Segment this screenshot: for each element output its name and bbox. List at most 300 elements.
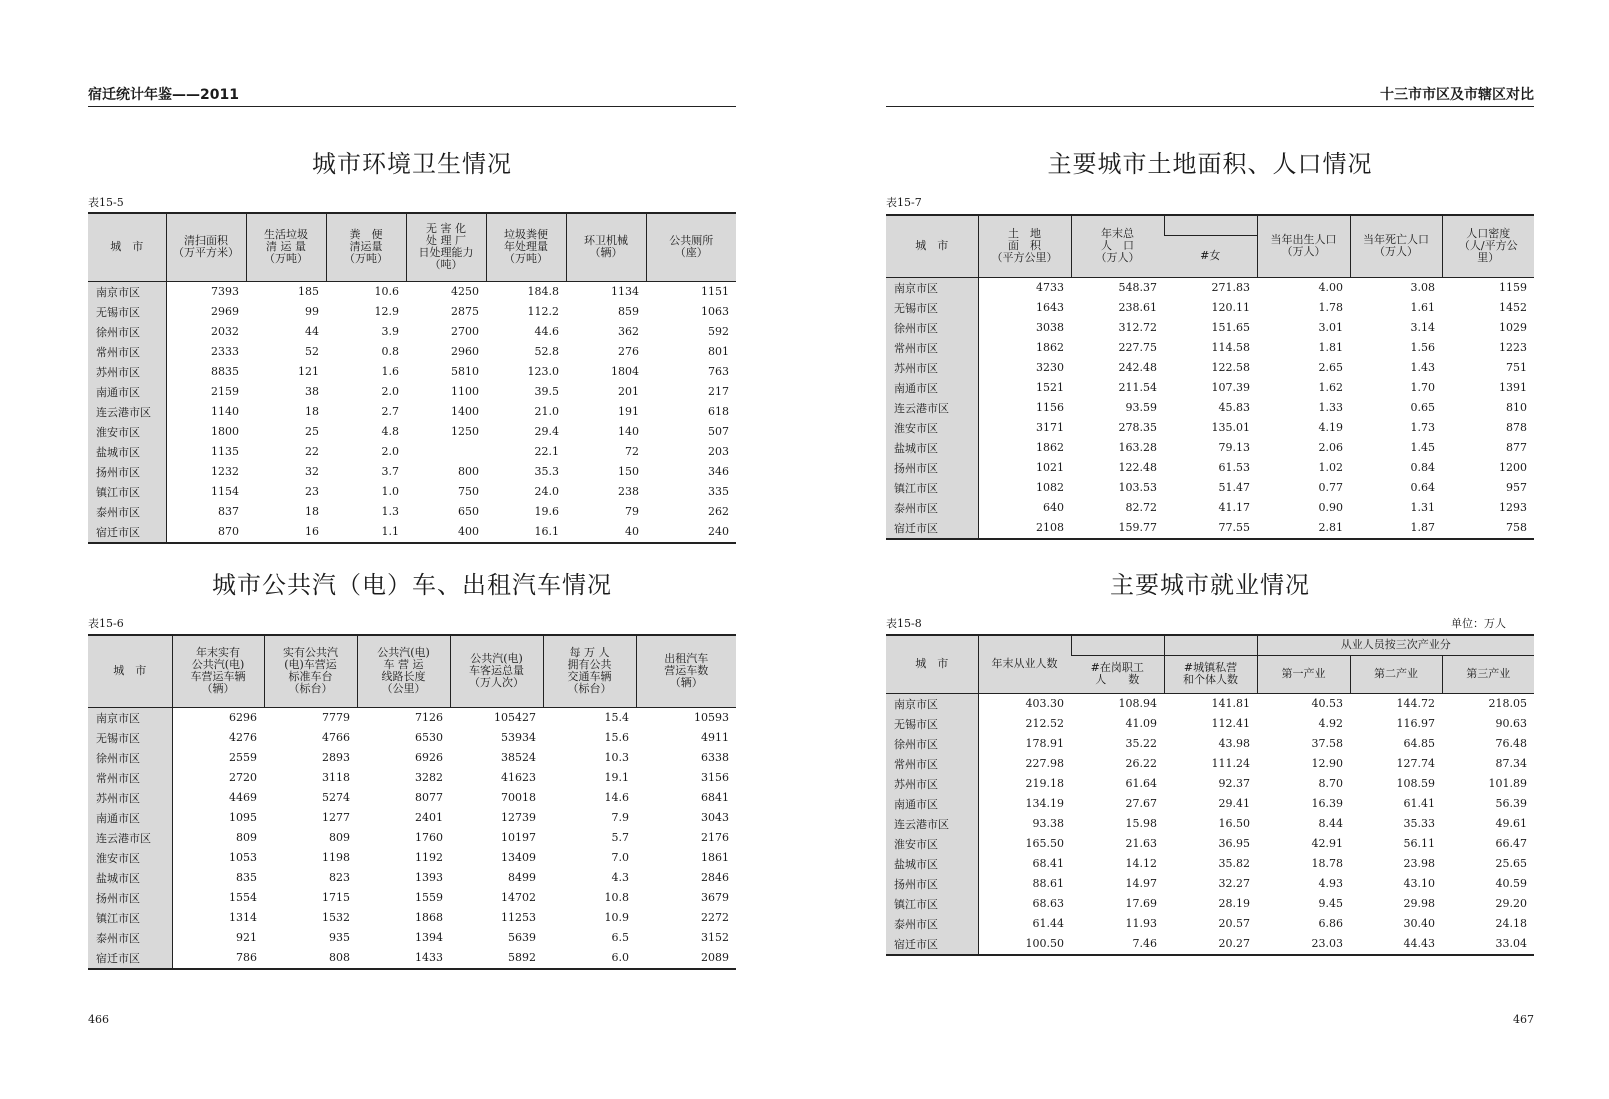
value-cell: 0.64 (1410, 481, 1435, 494)
value-cell: 12.9 (374, 305, 399, 318)
value-cell: 1156 (1036, 401, 1064, 414)
table-row (886, 854, 1534, 874)
value-cell: 11.93 (1125, 917, 1157, 930)
value-cell: 1140 (211, 405, 239, 418)
running-head-left (88, 86, 736, 107)
public-transit-table (88, 634, 736, 970)
table-row (886, 298, 1534, 318)
value-cell: 17.69 (1125, 897, 1157, 910)
value-cell: 191 (618, 405, 639, 418)
value-cell: 5892 (508, 951, 536, 964)
value-cell: 103.53 (1118, 481, 1157, 494)
value-cell: 32 (305, 465, 319, 478)
value-cell: 15.6 (604, 731, 629, 744)
value-cell: 1394 (415, 931, 443, 944)
value-cell: 116.97 (1396, 717, 1435, 730)
value-cell: 6841 (701, 791, 729, 804)
value-cell: 72 (625, 445, 639, 458)
value-cell: 93.38 (1032, 817, 1064, 830)
value-cell: 4.3 (611, 871, 629, 884)
value-cell: 800 (458, 465, 479, 478)
value-cell: 1862 (1036, 441, 1064, 454)
value-cell: 1.78 (1318, 301, 1343, 314)
value-cell: 403.30 (1025, 697, 1064, 710)
city-name-cell: 苏州市区 (88, 788, 172, 808)
header-tertiary-industry: 第三产业 (1442, 655, 1534, 693)
value-cell: 61.41 (1403, 797, 1435, 810)
value-cell: 6926 (415, 751, 443, 764)
table-row (886, 734, 1534, 754)
value-cell: 23 (305, 485, 319, 498)
table-label-15-6: 表15-6 (88, 617, 124, 630)
value-cell: 650 (458, 505, 479, 518)
value-cell: 1.3 (381, 505, 399, 518)
value-cell: 61.64 (1125, 777, 1157, 790)
value-cell: 1095 (229, 811, 257, 824)
city-name-cell: 连云港市区 (886, 814, 978, 834)
value-cell: 140 (618, 425, 639, 438)
value-cell: 3171 (1036, 421, 1064, 434)
value-cell: 19.6 (534, 505, 559, 518)
value-cell: 108.94 (1118, 697, 1157, 710)
column-header: 公共汽(电) 车客运总量 （万人次） (450, 635, 543, 707)
value-cell: 43.98 (1218, 737, 1250, 750)
value-cell: 4276 (229, 731, 257, 744)
value-cell: 2700 (451, 325, 479, 338)
value-cell: 823 (329, 871, 350, 884)
city-name-cell: 常州市区 (88, 768, 172, 788)
table-row (88, 928, 736, 948)
value-cell: 1800 (211, 425, 239, 438)
value-cell: 29.4 (534, 425, 559, 438)
table-row (886, 458, 1534, 478)
value-cell: 28.19 (1218, 897, 1250, 910)
value-cell: 8077 (415, 791, 443, 804)
value-cell: 56.11 (1403, 837, 1435, 850)
value-cell: 25 (305, 425, 319, 438)
value-cell: 1198 (322, 851, 350, 864)
value-cell: 35.33 (1403, 817, 1435, 830)
value-cell: 1.70 (1410, 381, 1435, 394)
header-city: 城 市 (886, 635, 978, 693)
table-row (88, 908, 736, 928)
value-cell: 4.00 (1318, 281, 1343, 294)
value-cell: 35.3 (534, 465, 559, 478)
value-cell: 8.44 (1318, 817, 1343, 830)
value-cell: 935 (329, 931, 350, 944)
city-name-cell: 南通市区 (88, 808, 172, 828)
value-cell: 592 (708, 325, 729, 338)
value-cell: 66.47 (1495, 837, 1528, 850)
value-cell: 877 (1506, 441, 1527, 454)
value-cell: 10197 (501, 831, 536, 844)
value-cell: 0.90 (1318, 501, 1343, 514)
value-cell: 1.81 (1318, 341, 1343, 354)
value-cell: 150 (618, 465, 639, 478)
value-cell: 61.44 (1032, 917, 1064, 930)
value-cell: 121 (298, 365, 319, 378)
city-name-cell: 扬州市区 (886, 874, 978, 894)
value-cell: 10.3 (604, 751, 629, 764)
city-name-cell: 南通市区 (88, 382, 166, 402)
column-header: 垃圾粪便 年处理量 （万吨） (486, 213, 566, 281)
value-cell: 7.9 (611, 811, 629, 824)
value-cell: 4250 (451, 285, 479, 298)
right-page (886, 0, 1534, 1099)
value-cell: 41.17 (1218, 501, 1250, 514)
value-cell: 1063 (701, 305, 729, 318)
value-cell: 10593 (694, 711, 729, 724)
column-header: 年末实有 公共汽(电) 车营运车辆 （辆） (172, 635, 264, 707)
table-row (88, 948, 736, 969)
value-cell: 809 (329, 831, 350, 844)
value-cell: 56.39 (1495, 797, 1528, 810)
value-cell: 40 (625, 525, 639, 538)
section-title-environment: 城市环境卫生情况 (312, 150, 512, 178)
value-cell: 1400 (451, 405, 479, 418)
table-row (886, 693, 1534, 714)
city-name-cell: 宿迁市区 (886, 518, 978, 539)
value-cell: 211.54 (1118, 381, 1157, 394)
value-cell: 122.58 (1211, 361, 1250, 374)
value-cell: 18.78 (1311, 857, 1343, 870)
value-cell: 114.58 (1211, 341, 1250, 354)
value-cell: 1154 (211, 485, 239, 498)
value-cell: 16.39 (1311, 797, 1343, 810)
value-cell: 763 (708, 365, 729, 378)
value-cell: 1521 (1036, 381, 1064, 394)
value-cell: 184.8 (527, 285, 559, 298)
value-cell: 2559 (229, 751, 257, 764)
value-cell: 2960 (451, 345, 479, 358)
header-deaths: 当年死亡人口 （万人） (1350, 215, 1442, 277)
city-name-cell: 无锡市区 (886, 298, 978, 318)
value-cell: 1861 (701, 851, 729, 864)
value-cell: 6530 (415, 731, 443, 744)
city-name-cell: 泰州市区 (886, 498, 978, 518)
table-row (88, 442, 736, 462)
value-cell: 8.70 (1318, 777, 1343, 790)
column-header: 每 万 人 拥有公共 交通车辆 （标台） (543, 635, 636, 707)
value-cell: 1134 (611, 285, 639, 298)
value-cell: 2401 (415, 811, 443, 824)
table-row (886, 894, 1534, 914)
table-row (88, 281, 736, 302)
value-cell: 1.02 (1318, 461, 1343, 474)
table-row (88, 382, 736, 402)
city-name-cell: 苏州市区 (88, 362, 166, 382)
value-cell: 44.43 (1403, 937, 1435, 950)
value-cell: 1232 (211, 465, 239, 478)
city-name-cell: 宿迁市区 (886, 934, 978, 955)
value-cell: 3282 (415, 771, 443, 784)
running-head-text: 十三市市区及市辖区对比 (1380, 87, 1534, 103)
city-name-cell: 徐州市区 (886, 734, 978, 754)
city-name-cell: 扬州市区 (88, 462, 166, 482)
value-cell: 3.01 (1318, 321, 1343, 334)
value-cell: 178.91 (1025, 737, 1064, 750)
value-cell: 52 (305, 345, 319, 358)
value-cell: 1100 (451, 385, 479, 398)
value-cell: 1433 (415, 951, 443, 964)
value-cell: 3679 (701, 891, 729, 904)
table-row (886, 518, 1534, 539)
value-cell: 20.57 (1218, 917, 1250, 930)
page-number-right: 467 (1513, 1013, 1534, 1026)
section-title-transit: 城市公共汽（电）车、出租汽车情况 (212, 571, 612, 599)
value-cell: 18 (305, 505, 319, 518)
value-cell: 1200 (1499, 461, 1527, 474)
value-cell: 112.2 (527, 305, 559, 318)
value-cell: 36.95 (1218, 837, 1250, 850)
table-row (88, 828, 736, 848)
value-cell: 4.19 (1318, 421, 1343, 434)
city-name-cell: 常州市区 (886, 338, 978, 358)
value-cell: 79.13 (1218, 441, 1250, 454)
value-cell: 1.87 (1410, 521, 1435, 534)
value-cell: 870 (218, 525, 239, 538)
value-cell: 0.8 (381, 345, 399, 358)
value-cell: 859 (618, 305, 639, 318)
value-cell: 8835 (211, 365, 239, 378)
column-header: 出租汽车 营运车数 （辆） (636, 635, 736, 707)
value-cell: 61.53 (1218, 461, 1250, 474)
value-cell (406, 442, 486, 462)
value-cell: 5.7 (611, 831, 629, 844)
value-cell: 37.58 (1311, 737, 1343, 750)
value-cell: 64.85 (1403, 737, 1435, 750)
value-cell: 262 (708, 505, 729, 518)
value-cell: 7779 (322, 711, 350, 724)
value-cell: 29.41 (1218, 797, 1250, 810)
value-cell: 921 (236, 931, 257, 944)
value-cell: 68.63 (1032, 897, 1064, 910)
value-cell: 1643 (1036, 301, 1064, 314)
value-cell: 1868 (415, 911, 443, 924)
value-cell: 82.72 (1125, 501, 1157, 514)
value-cell: 25.65 (1495, 857, 1528, 870)
table-label-15-8: 表15-8 (886, 617, 922, 630)
value-cell: 218.05 (1488, 697, 1528, 710)
value-cell: 2.81 (1318, 521, 1343, 534)
city-name-cell: 泰州市区 (88, 928, 172, 948)
city-name-cell: 盐城市区 (886, 438, 978, 458)
value-cell: 10.8 (604, 891, 629, 904)
value-cell: 163.28 (1118, 441, 1157, 454)
value-cell: 44 (305, 325, 319, 338)
city-name-cell: 南通市区 (886, 378, 978, 398)
value-cell: 6.0 (611, 951, 629, 964)
table-row (88, 788, 736, 808)
header-land-area: 土 地 面 积 （平方公里） (978, 215, 1071, 277)
city-name-cell: 宿迁市区 (88, 522, 166, 543)
table-row (886, 277, 1534, 298)
city-name-cell: 无锡市区 (886, 714, 978, 734)
value-cell: 227.75 (1118, 341, 1157, 354)
value-cell: 1.45 (1410, 441, 1435, 454)
value-cell: 1021 (1036, 461, 1064, 474)
table-row (88, 768, 736, 788)
value-cell: 238.61 (1118, 301, 1157, 314)
header-population: 年末总 人 口 （万人） (1071, 215, 1164, 277)
value-cell: 35.82 (1218, 857, 1250, 870)
value-cell: 400 (458, 525, 479, 538)
city-name-cell: 苏州市区 (886, 358, 978, 378)
value-cell: 2176 (701, 831, 729, 844)
value-cell: 35.22 (1125, 737, 1157, 750)
table-row (886, 814, 1534, 834)
value-cell: 6338 (701, 751, 729, 764)
table-row (886, 318, 1534, 338)
value-cell: 278.35 (1118, 421, 1157, 434)
value-cell: 758 (1506, 521, 1527, 534)
value-cell: 16 (305, 525, 319, 538)
value-cell: 2846 (701, 871, 729, 884)
table-row (886, 874, 1534, 894)
value-cell: 12.90 (1311, 757, 1343, 770)
unit-label: 单位：万人 (1451, 617, 1506, 630)
value-cell: 835 (236, 871, 257, 884)
value-cell: 4.93 (1318, 877, 1343, 890)
value-cell: 7.0 (611, 851, 629, 864)
header-population-group-blank (1164, 215, 1257, 235)
table-row (886, 358, 1534, 378)
value-cell: 23.98 (1403, 857, 1435, 870)
city-name-cell: 南通市区 (886, 794, 978, 814)
value-cell: 2.0 (381, 385, 399, 398)
value-cell: 14.6 (604, 791, 629, 804)
table-row (88, 302, 736, 322)
value-cell: 1314 (229, 911, 257, 924)
value-cell: 27.67 (1125, 797, 1157, 810)
value-cell: 1053 (229, 851, 257, 864)
value-cell: 134.19 (1025, 797, 1064, 810)
city-name-cell: 徐州市区 (886, 318, 978, 338)
value-cell: 16.50 (1218, 817, 1250, 830)
city-name-cell: 南京市区 (886, 277, 978, 298)
value-cell: 4911 (701, 731, 729, 744)
table-row (886, 398, 1534, 418)
table-row (886, 794, 1534, 814)
value-cell: 3.9 (381, 325, 399, 338)
city-name-cell: 苏州市区 (886, 774, 978, 794)
city-name-cell: 常州市区 (88, 342, 166, 362)
column-header: 实有公共汽 (电)车营运 标准车台 （标台） (264, 635, 357, 707)
value-cell: 7393 (211, 285, 239, 298)
value-cell: 33.04 (1495, 937, 1528, 950)
value-cell: 68.41 (1032, 857, 1064, 870)
header-births: 当年出生人口 （万人） (1257, 215, 1350, 277)
value-cell: 0.65 (1410, 401, 1435, 414)
value-cell: 271.83 (1211, 281, 1250, 294)
city-name-cell: 徐州市区 (88, 748, 172, 768)
running-head-text: 宿迁统计年鉴——2011 (88, 87, 239, 103)
value-cell: 0.77 (1318, 481, 1343, 494)
city-name-cell: 南京市区 (88, 281, 166, 302)
value-cell: 3.14 (1410, 321, 1435, 334)
value-cell: 507 (708, 425, 729, 438)
value-cell: 751 (1506, 361, 1527, 374)
value-cell: 640 (1043, 501, 1064, 514)
table-row (886, 934, 1534, 955)
value-cell: 1391 (1499, 381, 1527, 394)
value-cell: 1277 (322, 811, 350, 824)
value-cell: 42.91 (1311, 837, 1343, 850)
value-cell: 11253 (501, 911, 536, 924)
value-cell: 40.53 (1311, 697, 1343, 710)
city-name-cell: 泰州市区 (886, 914, 978, 934)
table-row (88, 342, 736, 362)
value-cell: 2.7 (381, 405, 399, 418)
land-population-table (886, 214, 1534, 540)
value-cell: 23.03 (1311, 937, 1343, 950)
city-name-cell: 盐城市区 (88, 442, 166, 462)
value-cell: 51.47 (1218, 481, 1250, 494)
value-cell: 878 (1506, 421, 1527, 434)
value-cell: 26.22 (1125, 757, 1157, 770)
value-cell: 217 (708, 385, 729, 398)
value-cell: 108.59 (1396, 777, 1435, 790)
value-cell: 53934 (501, 731, 536, 744)
value-cell: 2.06 (1318, 441, 1343, 454)
header-blank (1071, 635, 1164, 655)
value-cell: 242.48 (1118, 361, 1157, 374)
value-cell: 44.6 (534, 325, 559, 338)
value-cell: 1554 (229, 891, 257, 904)
city-name-cell: 常州市区 (886, 754, 978, 774)
value-cell: 3156 (701, 771, 729, 784)
running-head-right (886, 86, 1534, 107)
value-cell: 1.56 (1410, 341, 1435, 354)
value-cell: 90.63 (1495, 717, 1528, 730)
table-row (886, 914, 1534, 934)
header-female: #女 (1164, 235, 1257, 277)
value-cell: 165.50 (1025, 837, 1064, 850)
header-secondary-industry: 第二产业 (1350, 655, 1442, 693)
value-cell: 45.83 (1218, 401, 1250, 414)
city-name-cell: 淮安市区 (886, 834, 978, 854)
value-cell: 10.6 (374, 285, 399, 298)
value-cell: 14702 (501, 891, 536, 904)
value-cell: 1192 (415, 851, 443, 864)
value-cell: 144.72 (1396, 697, 1435, 710)
value-cell: 201 (618, 385, 639, 398)
city-name-cell: 扬州市区 (886, 458, 978, 478)
value-cell: 1.0 (381, 485, 399, 498)
city-name-cell: 泰州市区 (88, 502, 166, 522)
table-row (88, 748, 736, 768)
table-row (886, 478, 1534, 498)
value-cell: 809 (236, 831, 257, 844)
city-name-cell: 无锡市区 (88, 302, 166, 322)
value-cell: 112.41 (1211, 717, 1250, 730)
value-cell: 3038 (1036, 321, 1064, 334)
value-cell: 346 (708, 465, 729, 478)
table-row (886, 714, 1534, 734)
header-on-post-staff: #在岗职工 人 数 (1071, 655, 1164, 693)
value-cell: 2.0 (381, 445, 399, 458)
value-cell: 99 (305, 305, 319, 318)
value-cell: 837 (218, 505, 239, 518)
value-cell: 29.20 (1495, 897, 1528, 910)
city-name-cell: 南京市区 (88, 707, 172, 728)
value-cell: 1293 (1499, 501, 1527, 514)
value-cell: 0.84 (1410, 461, 1435, 474)
value-cell: 7.46 (1132, 937, 1157, 950)
value-cell: 808 (329, 951, 350, 964)
table-row (886, 834, 1534, 854)
table-row (886, 338, 1534, 358)
